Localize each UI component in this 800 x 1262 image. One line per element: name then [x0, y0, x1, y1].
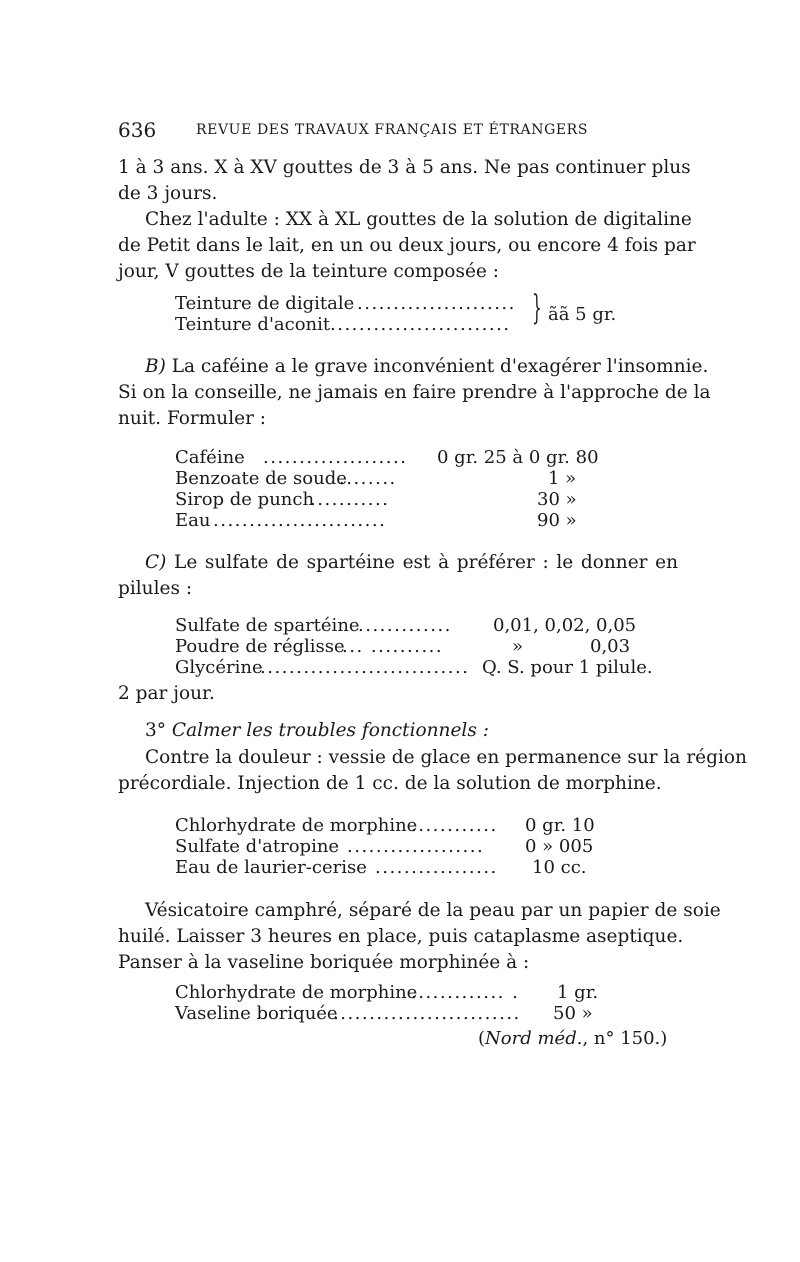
- citation-number: , n° 150.): [582, 1028, 668, 1049]
- ingredient-name: Caféine: [175, 447, 245, 468]
- ingredient-name: Glycérine: [175, 657, 263, 678]
- ingredient-name: Teinture de digitale: [175, 293, 355, 314]
- dose-value: 10 cc.: [532, 857, 587, 878]
- dose-value: 1 »: [548, 468, 577, 489]
- dot-leader: .................: [375, 857, 498, 878]
- section-b-label: B): [145, 356, 166, 377]
- dose-value: 50 »: [553, 1003, 593, 1024]
- dose-label: ãã 5 gr.: [548, 304, 617, 325]
- dose-value: 30 »: [537, 489, 577, 510]
- dot-leader: ....................: [263, 447, 408, 468]
- dot-leader: ........: [339, 468, 397, 489]
- section-b-line-2: Si on la conseille, ne jamais en faire prendre à l'approche de la: [118, 382, 711, 403]
- intro-line-4: de Petit dans le lait, en un ou deux jours, ou encore 4 fois par: [118, 235, 696, 256]
- right-brace: }: [532, 288, 542, 328]
- section-c-label: C): [145, 552, 167, 573]
- ingredient-name: Benzoate de soude: [175, 468, 347, 489]
- ingredient-name: Vaseline boriquée: [175, 1003, 338, 1024]
- section-3-line-2: précordiale. Injection de 1 cc. de la solution de morphine.: [118, 773, 662, 794]
- dot-leader: .............................: [260, 657, 470, 678]
- citation-source: Nord méd.: [485, 1028, 583, 1049]
- dose-value: 0 » 005: [525, 836, 594, 857]
- section-title: Calmer les troubles fonctionnels :: [171, 720, 489, 741]
- ingredient-name: Chlorhydrate de morphine: [175, 982, 418, 1003]
- intro-line-1: 1 à 3 ans. X à XV gouttes de 3 à 5 ans. Ne pas continuer plus: [118, 157, 691, 178]
- page-header: [118, 118, 688, 142]
- dot-leader: ......................: [357, 293, 516, 314]
- vesicatoire-line-1: Vésicatoire camphré, séparé de la peau par un papier de soie: [145, 900, 721, 921]
- dot-leader: .........................: [330, 314, 511, 335]
- dot-leader: ...........: [310, 489, 390, 510]
- dose-value: 0,03: [590, 636, 631, 657]
- ingredient-name: Eau de laurier-cerise: [175, 857, 367, 878]
- dot-leader: ............: [411, 815, 498, 836]
- dose-value: 0,01, 0,02, 0,05: [493, 615, 637, 636]
- dot-leader: ... ..........: [342, 636, 444, 657]
- vesicatoire-line-2: huilé. Laisser 3 heures en place, puis cataplasme aseptique.: [118, 926, 684, 947]
- ingredient-name: Sirop de punch: [175, 489, 315, 510]
- section-b-text: La caféine a le grave inconvénient d'exagérer l'insomnie.: [171, 356, 709, 377]
- ingredient-name: Eau: [175, 510, 211, 531]
- dose-value: 1 gr.: [557, 982, 599, 1003]
- dose-value: 0 gr. 10: [525, 815, 595, 836]
- page-number: 636: [118, 118, 157, 142]
- section-3-line-1: Contre la douleur : vessie de glace en permanence sur la région: [145, 747, 747, 768]
- section-b-line-1: [145, 354, 709, 380]
- dose-value: »: [512, 636, 524, 657]
- ingredient-name: Sulfate de spartéine: [175, 615, 360, 636]
- section-b-line-3: nuit. Formuler :: [118, 408, 267, 429]
- dot-leader: .............: [358, 615, 452, 636]
- dot-leader: ........................: [213, 510, 387, 531]
- intro-line-5: jour, V gouttes de la teinture composée :: [118, 261, 499, 282]
- section-number: 3°: [145, 720, 167, 741]
- ingredient-name: Poudre de réglisse: [175, 636, 345, 657]
- dose-value: 0 gr. 25 à 0 gr. 80: [437, 447, 599, 468]
- running-title: REVUE DES TRAVAUX FRANÇAIS ET ÉTRANGERS: [196, 122, 589, 138]
- ingredient-name: Sulfate d'atropine: [175, 836, 340, 857]
- dosage-note: 2 par jour.: [118, 683, 215, 704]
- section-c-text: Le sulfate de spartéine est à préférer : le donner en: [174, 552, 678, 573]
- section-c-line-1: [145, 550, 678, 576]
- ingredient-name: Teinture d'aconit: [175, 314, 331, 335]
- dot-leader: ...................: [347, 836, 485, 857]
- intro-line-2: de 3 jours.: [118, 183, 218, 204]
- dot-leader: ............. .: [411, 982, 520, 1003]
- ingredient-name: Chlorhydrate de morphine: [175, 815, 418, 836]
- dose-value: 90 »: [537, 510, 577, 531]
- dose-value: Q. S. pour 1 pilule.: [482, 657, 653, 678]
- citation-open: (: [478, 1028, 486, 1049]
- citation: [478, 1028, 667, 1049]
- intro-line-3: Chez l'adulte : XX à XL gouttes de la solution de digitaline: [145, 209, 692, 230]
- dot-leader: ..........................: [333, 1003, 521, 1024]
- vesicatoire-line-3: Panser à la vaseline boriquée morphinée à :: [118, 952, 530, 973]
- section-3-heading: [145, 718, 489, 744]
- section-c-line-2: pilules :: [118, 578, 193, 599]
